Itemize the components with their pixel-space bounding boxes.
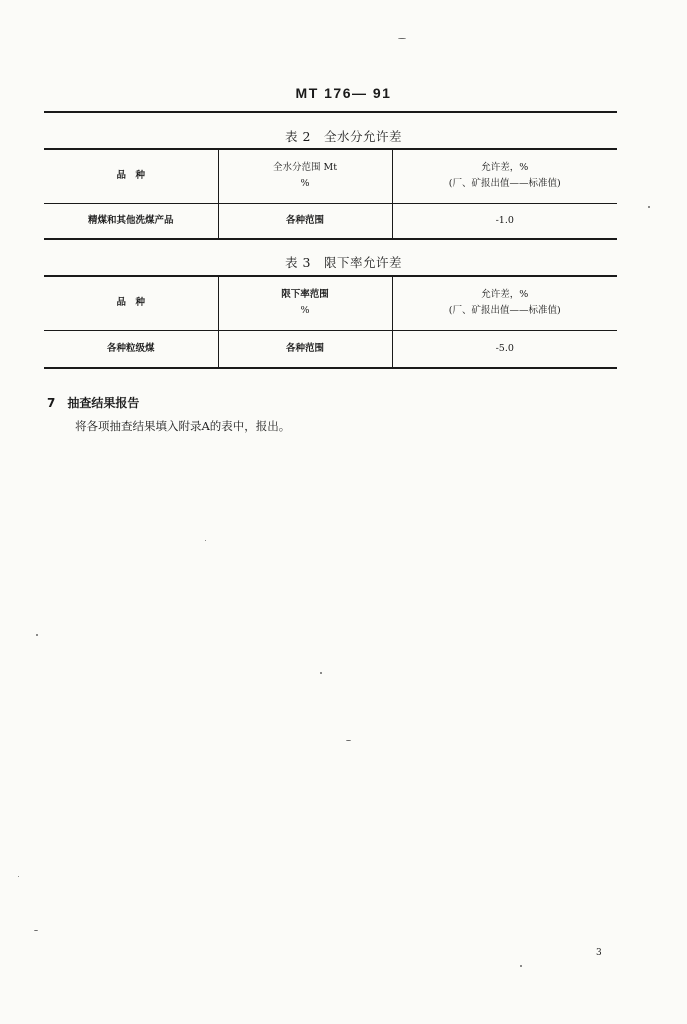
cell-variety: 各种粒级煤 [44,330,218,368]
scan-speck [346,740,351,741]
table-header-row [44,149,617,203]
tolerance-note: (厂、矿报出值——标准值) [448,178,561,190]
table2-moisture-tolerance [44,148,617,240]
range-unit: % [300,178,310,190]
cell-tolerance: -1.0 [392,203,617,239]
table-row [44,203,617,239]
section-title: 抽查结果报告 [67,396,140,410]
scan-speck [34,930,38,931]
range-label: 全水分范围 Mt [272,162,338,174]
table3-undersize-tolerance [44,275,617,369]
header-cell-variety: 品 种 [44,149,218,203]
scan-speck [648,206,650,208]
cell-range: 各种范围 [218,330,392,368]
section-body: 将各项抽查结果填入附录A的表中，报出。 [75,419,291,433]
cell-variety: 精煤和其他洗煤产品 [44,203,218,239]
document-code: MT 176— 91 [295,85,392,101]
table-row [44,330,617,368]
section-number: 7 [47,396,56,410]
scan-speck [36,634,38,636]
header-rule [44,111,617,113]
table2-caption: 表 2 全水分允许差 [285,129,402,144]
cell-tolerance: -5.0 [392,330,617,368]
table-header-row [44,276,617,330]
scan-speck [18,876,19,877]
scan-speck [205,540,206,541]
header-cell-range [218,276,392,330]
cell-range: 各种范围 [218,203,392,239]
section-heading [47,394,139,411]
table3-caption: 表 3 限下率允许差 [285,255,402,270]
tolerance-note: (厂、矿报出值——标准值) [448,305,561,317]
tolerance-label: 允许差，% [481,162,529,174]
header-cell-range [218,149,392,203]
header-cell-tolerance [392,149,617,203]
scan-speck [398,38,406,39]
tolerance-label: 允许差，% [481,289,529,301]
page-number: 3 [596,948,602,958]
range-unit: % [300,305,310,317]
header-cell-tolerance [392,276,617,330]
scan-speck [320,672,322,674]
range-label: 限下率范围 [281,289,329,301]
scan-speck [520,965,522,967]
header-cell-variety: 品 种 [44,276,218,330]
